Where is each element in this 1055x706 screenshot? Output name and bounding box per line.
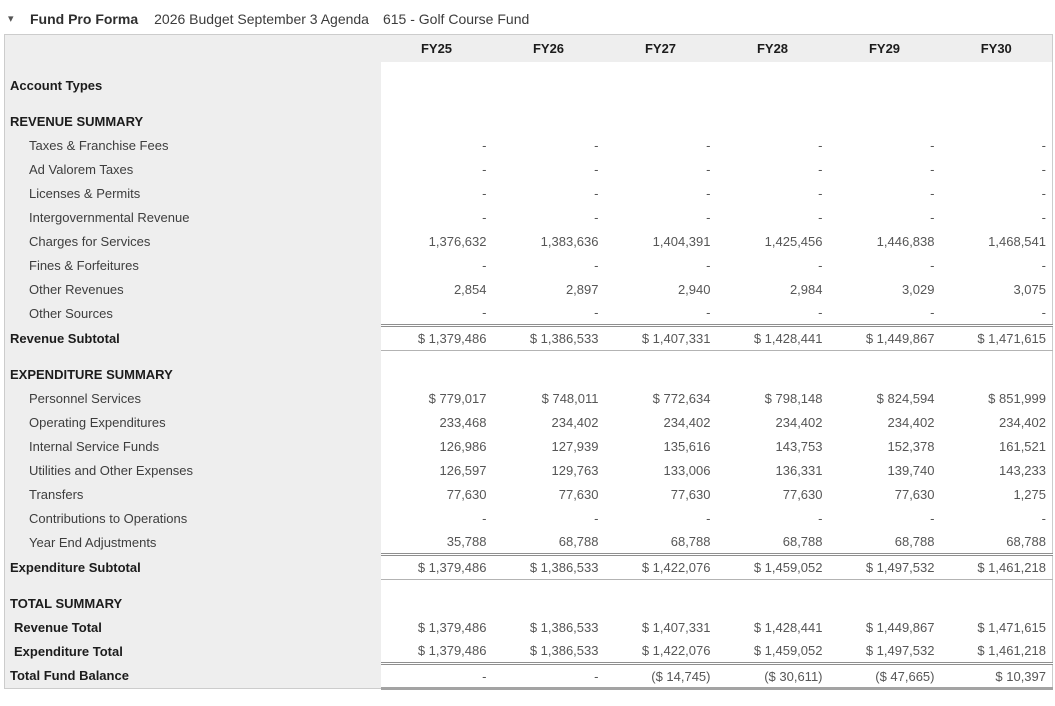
row-label: Taxes & Franchise Fees	[5, 134, 381, 158]
cell-value	[829, 351, 941, 387]
cell-value: 1,383,636	[493, 230, 605, 254]
section-header-bar	[0, 0, 1055, 34]
page-title: Fund Pro Forma	[30, 11, 139, 27]
cell-value: -	[381, 507, 493, 531]
cell-value: -	[941, 206, 1053, 230]
cell-value: $ 1,386,533	[493, 616, 605, 640]
cell-value: -	[493, 134, 605, 158]
cell-value: $ 1,386,533	[493, 640, 605, 664]
cell-value: -	[605, 182, 717, 206]
row-label: Internal Service Funds	[5, 435, 381, 459]
cell-value: -	[717, 302, 829, 326]
table-row	[5, 555, 1053, 580]
row-label: Expenditure Subtotal	[5, 555, 381, 580]
cell-value: 133,006	[605, 459, 717, 483]
cell-value: 68,788	[941, 531, 1053, 555]
table-row	[5, 664, 1053, 689]
cell-value	[605, 351, 717, 387]
cell-value: -	[605, 158, 717, 182]
cell-value: $ 1,386,533	[493, 326, 605, 351]
cell-value	[829, 580, 941, 616]
row-label: Contributions to Operations	[5, 507, 381, 531]
table-row	[5, 62, 1053, 98]
cell-value: 3,029	[829, 278, 941, 302]
cell-value: 136,331	[717, 459, 829, 483]
cell-value: 68,788	[493, 531, 605, 555]
cell-value: -	[829, 182, 941, 206]
cell-value: -	[717, 182, 829, 206]
column-header-fy26: FY26	[493, 35, 605, 62]
cell-value: -	[829, 134, 941, 158]
cell-value	[829, 62, 941, 98]
table-row	[5, 98, 1053, 134]
budget-name: 2026 Budget September 3 Agenda	[154, 11, 369, 27]
cell-value	[381, 62, 493, 98]
cell-value: 2,984	[717, 278, 829, 302]
table-row	[5, 483, 1053, 507]
cell-value: 139,740	[829, 459, 941, 483]
table-row	[5, 134, 1053, 158]
cell-value	[493, 580, 605, 616]
row-label: Other Sources	[5, 302, 381, 326]
cell-value: $ 779,017	[381, 387, 493, 411]
row-label: Licenses & Permits	[5, 182, 381, 206]
cell-value: 2,897	[493, 278, 605, 302]
cell-value	[941, 98, 1053, 134]
cell-value: 68,788	[717, 531, 829, 555]
cell-value: $ 1,379,486	[381, 616, 493, 640]
cell-value	[381, 98, 493, 134]
cell-value: 77,630	[493, 483, 605, 507]
table-body	[5, 62, 1053, 689]
cell-value: -	[829, 302, 941, 326]
cell-value: 1,468,541	[941, 230, 1053, 254]
cell-value: 233,468	[381, 411, 493, 435]
cell-value: 143,233	[941, 459, 1053, 483]
cell-value: 35,788	[381, 531, 493, 555]
table-row	[5, 387, 1053, 411]
cell-value: 234,402	[717, 411, 829, 435]
cell-value: -	[493, 182, 605, 206]
table-row	[5, 302, 1053, 326]
cell-value: $ 1,379,486	[381, 555, 493, 580]
cell-value: $ 851,999	[941, 387, 1053, 411]
cell-value: $ 1,386,533	[493, 555, 605, 580]
row-label: Ad Valorem Taxes	[5, 158, 381, 182]
column-header-fy29: FY29	[829, 35, 941, 62]
cell-value: 129,763	[493, 459, 605, 483]
cell-value	[829, 98, 941, 134]
cell-value: $ 1,497,532	[829, 640, 941, 664]
row-label: TOTAL SUMMARY	[5, 580, 381, 616]
cell-value: 126,597	[381, 459, 493, 483]
cell-value: 135,616	[605, 435, 717, 459]
pro-forma-table	[4, 34, 1053, 690]
cell-value: 152,378	[829, 435, 941, 459]
cell-value	[605, 62, 717, 98]
cell-value: -	[605, 254, 717, 278]
cell-value: -	[493, 158, 605, 182]
cell-value: 68,788	[605, 531, 717, 555]
cell-value: 68,788	[829, 531, 941, 555]
cell-value: -	[717, 134, 829, 158]
cell-value: 1,446,838	[829, 230, 941, 254]
table-header-row	[5, 35, 1053, 62]
table-row	[5, 254, 1053, 278]
cell-value: 161,521	[941, 435, 1053, 459]
cell-value: -	[941, 182, 1053, 206]
row-label: Operating Expenditures	[5, 411, 381, 435]
cell-value: -	[381, 254, 493, 278]
cell-value: $ 10,397	[941, 664, 1053, 689]
cell-value: ($ 47,665)	[829, 664, 941, 689]
cell-value: $ 1,379,486	[381, 326, 493, 351]
table-row	[5, 531, 1053, 555]
cell-value	[941, 580, 1053, 616]
row-label: Charges for Services	[5, 230, 381, 254]
row-label: Year End Adjustments	[5, 531, 381, 555]
table-row	[5, 459, 1053, 483]
cell-value	[717, 98, 829, 134]
collapse-icon[interactable]: ▾	[8, 12, 14, 25]
cell-value: ($ 14,745)	[605, 664, 717, 689]
cell-value: -	[381, 302, 493, 326]
cell-value: 3,075	[941, 278, 1053, 302]
cell-value: -	[717, 206, 829, 230]
cell-value: -	[381, 206, 493, 230]
cell-value: -	[493, 206, 605, 230]
table-row	[5, 411, 1053, 435]
cell-value: -	[381, 158, 493, 182]
row-label: Revenue Subtotal	[5, 326, 381, 351]
cell-value: 143,753	[717, 435, 829, 459]
row-label: Other Revenues	[5, 278, 381, 302]
row-label: Account Types	[5, 62, 381, 98]
cell-value: 2,854	[381, 278, 493, 302]
cell-value: -	[493, 254, 605, 278]
cell-value: $ 1,422,076	[605, 555, 717, 580]
cell-value	[493, 62, 605, 98]
cell-value: 1,376,632	[381, 230, 493, 254]
cell-value: 234,402	[493, 411, 605, 435]
corner-cell	[5, 35, 381, 62]
cell-value	[605, 580, 717, 616]
cell-value: -	[829, 206, 941, 230]
cell-value: -	[605, 507, 717, 531]
cell-value: 77,630	[381, 483, 493, 507]
cell-value: 2,940	[605, 278, 717, 302]
row-label: Expenditure Total	[5, 640, 381, 664]
cell-value: -	[829, 507, 941, 531]
table-row	[5, 278, 1053, 302]
cell-value	[941, 62, 1053, 98]
cell-value: $ 1,461,218	[941, 555, 1053, 580]
column-header-fy28: FY28	[717, 35, 829, 62]
cell-value: $ 1,379,486	[381, 640, 493, 664]
cell-value: $ 1,461,218	[941, 640, 1053, 664]
cell-value: -	[717, 158, 829, 182]
cell-value: 77,630	[717, 483, 829, 507]
cell-value: -	[493, 507, 605, 531]
cell-value: -	[381, 134, 493, 158]
cell-value	[605, 98, 717, 134]
cell-value: $ 1,407,331	[605, 616, 717, 640]
column-header-fy25: FY25	[381, 35, 493, 62]
cell-value: -	[829, 158, 941, 182]
row-label: Revenue Total	[5, 616, 381, 640]
cell-value: 234,402	[829, 411, 941, 435]
cell-value: $ 1,459,052	[717, 555, 829, 580]
cell-value: -	[605, 302, 717, 326]
cell-value: 77,630	[605, 483, 717, 507]
cell-value: 1,404,391	[605, 230, 717, 254]
cell-value: 126,986	[381, 435, 493, 459]
cell-value: $ 1,428,441	[717, 616, 829, 640]
cell-value: ($ 30,611)	[717, 664, 829, 689]
table-row	[5, 230, 1053, 254]
cell-value: $ 1,471,615	[941, 616, 1053, 640]
cell-value: 77,630	[829, 483, 941, 507]
table-row	[5, 351, 1053, 387]
cell-value: $ 824,594	[829, 387, 941, 411]
cell-value: -	[829, 254, 941, 278]
cell-value: $ 1,407,331	[605, 326, 717, 351]
cell-value	[381, 351, 493, 387]
cell-value: -	[941, 134, 1053, 158]
cell-value: -	[941, 302, 1053, 326]
row-label: REVENUE SUMMARY	[5, 98, 381, 134]
cell-value: $ 1,449,867	[829, 616, 941, 640]
cell-value: $ 1,422,076	[605, 640, 717, 664]
cell-value: $ 1,449,867	[829, 326, 941, 351]
row-label: Transfers	[5, 483, 381, 507]
column-header-fy30: FY30	[941, 35, 1053, 62]
cell-value: 127,939	[493, 435, 605, 459]
table-row	[5, 435, 1053, 459]
cell-value: -	[717, 507, 829, 531]
cell-value: -	[381, 664, 493, 689]
cell-value: -	[493, 302, 605, 326]
table-row	[5, 640, 1053, 664]
table-row	[5, 616, 1053, 640]
cell-value: $ 772,634	[605, 387, 717, 411]
cell-value	[381, 580, 493, 616]
table-row	[5, 206, 1053, 230]
cell-value	[941, 351, 1053, 387]
table-row	[5, 580, 1053, 616]
row-label: Fines & Forfeitures	[5, 254, 381, 278]
cell-value: 234,402	[605, 411, 717, 435]
cell-value: $ 798,148	[717, 387, 829, 411]
cell-value	[717, 580, 829, 616]
row-label: EXPENDITURE SUMMARY	[5, 351, 381, 387]
cell-value: -	[605, 134, 717, 158]
cell-value: -	[941, 254, 1053, 278]
cell-value: $ 1,428,441	[717, 326, 829, 351]
table-row	[5, 158, 1053, 182]
cell-value: 234,402	[941, 411, 1053, 435]
cell-value: -	[941, 507, 1053, 531]
cell-value: $ 1,471,615	[941, 326, 1053, 351]
table-row	[5, 182, 1053, 206]
table-row	[5, 507, 1053, 531]
cell-value: $ 1,459,052	[717, 640, 829, 664]
cell-value: $ 748,011	[493, 387, 605, 411]
cell-value	[493, 351, 605, 387]
column-header-fy27: FY27	[605, 35, 717, 62]
row-label: Total Fund Balance	[5, 664, 381, 689]
row-label: Utilities and Other Expenses	[5, 459, 381, 483]
cell-value	[493, 98, 605, 134]
row-label: Intergovernmental Revenue	[5, 206, 381, 230]
cell-value: 1,275	[941, 483, 1053, 507]
cell-value	[717, 351, 829, 387]
cell-value: $ 1,497,532	[829, 555, 941, 580]
cell-value: -	[381, 182, 493, 206]
cell-value	[717, 62, 829, 98]
cell-value: -	[493, 664, 605, 689]
row-label: Personnel Services	[5, 387, 381, 411]
cell-value: -	[717, 254, 829, 278]
cell-value: -	[605, 206, 717, 230]
cell-value: -	[941, 158, 1053, 182]
table-row	[5, 326, 1053, 351]
cell-value: 1,425,456	[717, 230, 829, 254]
fund-name: 615 - Golf Course Fund	[382, 11, 530, 27]
